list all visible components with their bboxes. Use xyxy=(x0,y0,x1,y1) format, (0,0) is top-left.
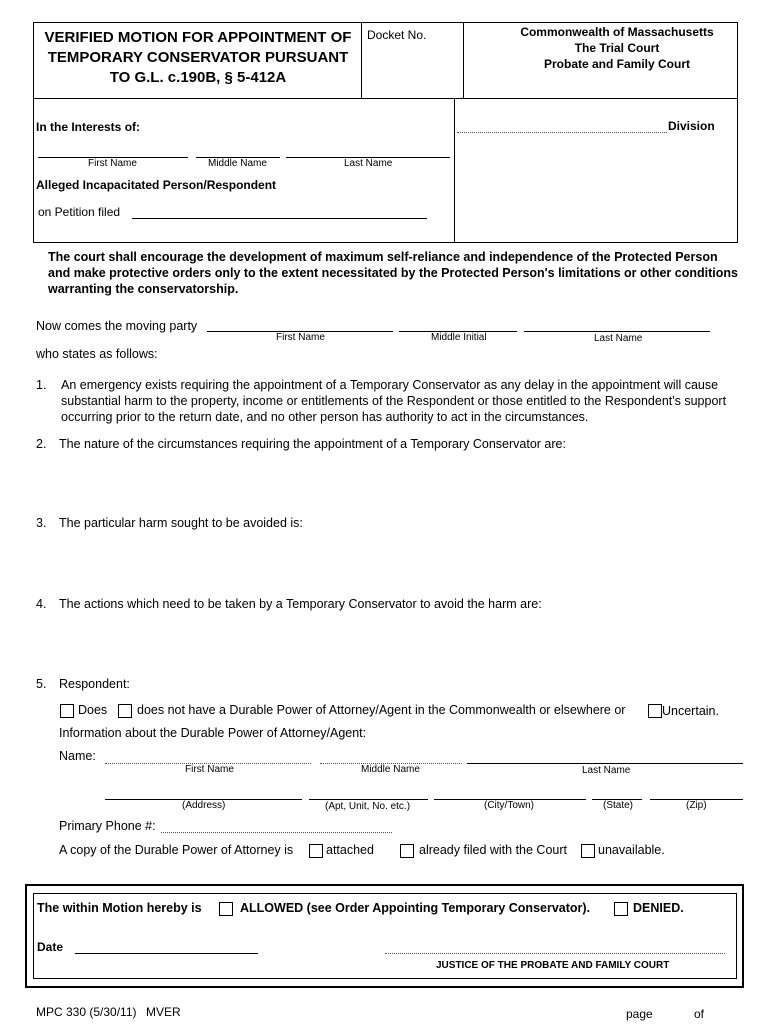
item-5-number: 5. xyxy=(36,677,47,691)
item-2-number: 2. xyxy=(36,437,47,451)
poa-copy-label: A copy of the Durable Power of Attorney is xyxy=(59,843,294,857)
item-1-number: 1. xyxy=(36,378,47,392)
court-line-2: The Trial Court xyxy=(574,41,660,55)
poa-apt-label: (Apt, Unit, No. etc.) xyxy=(325,801,411,812)
court-line-3: Probate and Family Court xyxy=(543,57,691,71)
justice-label: JUSTICE OF THE PROBATE AND FAMILY COURT xyxy=(436,960,670,971)
item-1-text: An emergency exists requiring the appointment of a Temporary Conservator as any delay in the appointment will cause substantial harm to the property, income or entitlements of the Respondent or those entitled to the Respondent's support occurring prior to the return date, and no other person has authority to act in the circumstances. xyxy=(61,378,727,424)
page-label: page xyxy=(626,1007,653,1021)
moving-party-middle-initial-label: Middle Initial xyxy=(431,332,487,343)
docket-label: Docket No. xyxy=(367,28,427,42)
attached-label: attached xyxy=(326,843,374,857)
denied-checkbox[interactable] xyxy=(614,902,628,916)
item-4-text: The actions which need to be taken by a Temporary Conservator to avoid the harm are: xyxy=(59,597,542,611)
poa-zip-label: (Zip) xyxy=(686,800,707,811)
poa-last-name-label: Last Name xyxy=(582,765,631,776)
page-of-label: of xyxy=(694,1007,705,1021)
moving-party-last-name-label: Last Name xyxy=(594,333,643,344)
respondent-last-name-label: Last Name xyxy=(344,158,393,169)
form-id: MPC 330 (5/30/11) xyxy=(36,1005,137,1019)
item-3-text: The particular harm sought to be avoided is: xyxy=(59,516,303,530)
division-label: Division xyxy=(668,119,715,133)
header-left-border xyxy=(33,22,34,242)
item-5-text: Respondent: xyxy=(59,677,130,691)
justice-signature-field[interactable] xyxy=(385,953,725,954)
does-checkbox[interactable] xyxy=(60,704,74,718)
form-title xyxy=(38,28,358,88)
moving-party-last-name-field[interactable] xyxy=(524,331,710,332)
allowed-label: ALLOWED (see Order Appointing Temporary Conservator). xyxy=(240,901,591,915)
court-notice: The court shall encourage the development of maximum self-reliance and independence of the Protected Person and make protective orders only to the extent necessitated by the Protected Person's limitations or other conditions warranting the conservatorship. xyxy=(48,250,738,296)
states-label: who states as follows: xyxy=(36,347,158,361)
moving-party-label: Now comes the moving party xyxy=(36,319,198,333)
denied-label: DENIED. xyxy=(633,901,684,915)
form-code: MVER xyxy=(146,1005,181,1019)
court-name xyxy=(464,24,770,72)
already-filed-label: already filed with the Court xyxy=(419,843,567,857)
does-not-checkbox[interactable] xyxy=(118,704,132,718)
form-title-line-3: TO G.L. c.190B, § 5-412A xyxy=(109,69,287,86)
poa-address-label: (Address) xyxy=(182,800,226,811)
form-title-line-2: TEMPORARY CONSERVATOR PURSUANT xyxy=(47,49,349,66)
header-bottom-border xyxy=(33,242,738,243)
does-not-label: does not have a Durable Power of Attorney/Agent in the Commonwealth or elsewhere or xyxy=(137,703,626,717)
item-3-number: 3. xyxy=(36,516,47,530)
attached-checkbox[interactable] xyxy=(309,844,323,858)
poa-phone-field[interactable] xyxy=(161,832,392,833)
poa-apt-field[interactable] xyxy=(309,799,428,800)
petition-filed-label: on Petition filed xyxy=(38,205,121,219)
unavailable-checkbox[interactable] xyxy=(581,844,595,858)
uncertain-checkbox[interactable] xyxy=(648,704,662,718)
poa-city-label: (City/Town) xyxy=(484,800,535,811)
poa-last-name-field[interactable] xyxy=(467,763,743,764)
poa-first-name-label: First Name xyxy=(185,764,234,775)
header-mid-border xyxy=(33,98,738,99)
form-title-line-1: VERIFIED MOTION FOR APPOINTMENT OF xyxy=(44,29,352,46)
ruling-motion-label: The within Motion hereby is xyxy=(37,901,202,915)
header-divider-3 xyxy=(454,98,455,242)
respondent-middle-name-label: Middle Name xyxy=(208,158,267,169)
poa-info-label: Information about the Durable Power of Attorney/Agent: xyxy=(59,726,367,740)
poa-name-label: Name: xyxy=(59,749,96,763)
uncertain-label: Uncertain. xyxy=(662,704,719,718)
poa-phone-label: Primary Phone #: xyxy=(59,819,156,833)
poa-middle-name-label: Middle Name xyxy=(361,764,420,775)
alleged-label: Alleged Incapacitated Person/Respondent xyxy=(36,178,277,192)
header-divider-1 xyxy=(361,22,362,98)
moving-party-first-name-label: First Name xyxy=(276,332,325,343)
division-field[interactable] xyxy=(457,132,667,133)
respondent-first-name-label: First Name xyxy=(88,158,137,169)
interests-label: In the Interests of: xyxy=(36,120,141,134)
unavailable-label: unavailable. xyxy=(598,843,665,857)
header-top-border xyxy=(33,22,738,23)
item-4-number: 4. xyxy=(36,597,47,611)
ruling-date-label: Date xyxy=(37,940,64,954)
court-line-1: Commonwealth of Massachusetts xyxy=(520,25,714,39)
allowed-checkbox[interactable] xyxy=(219,902,233,916)
ruling-date-field[interactable] xyxy=(75,953,258,954)
already-filed-checkbox[interactable] xyxy=(400,844,414,858)
does-label: Does xyxy=(78,703,108,717)
petition-filed-field[interactable] xyxy=(132,218,427,219)
poa-state-label: (State) xyxy=(603,800,634,811)
item-2-text: The nature of the circumstances requiring the appointment of a Temporary Conservator are: xyxy=(59,437,566,451)
